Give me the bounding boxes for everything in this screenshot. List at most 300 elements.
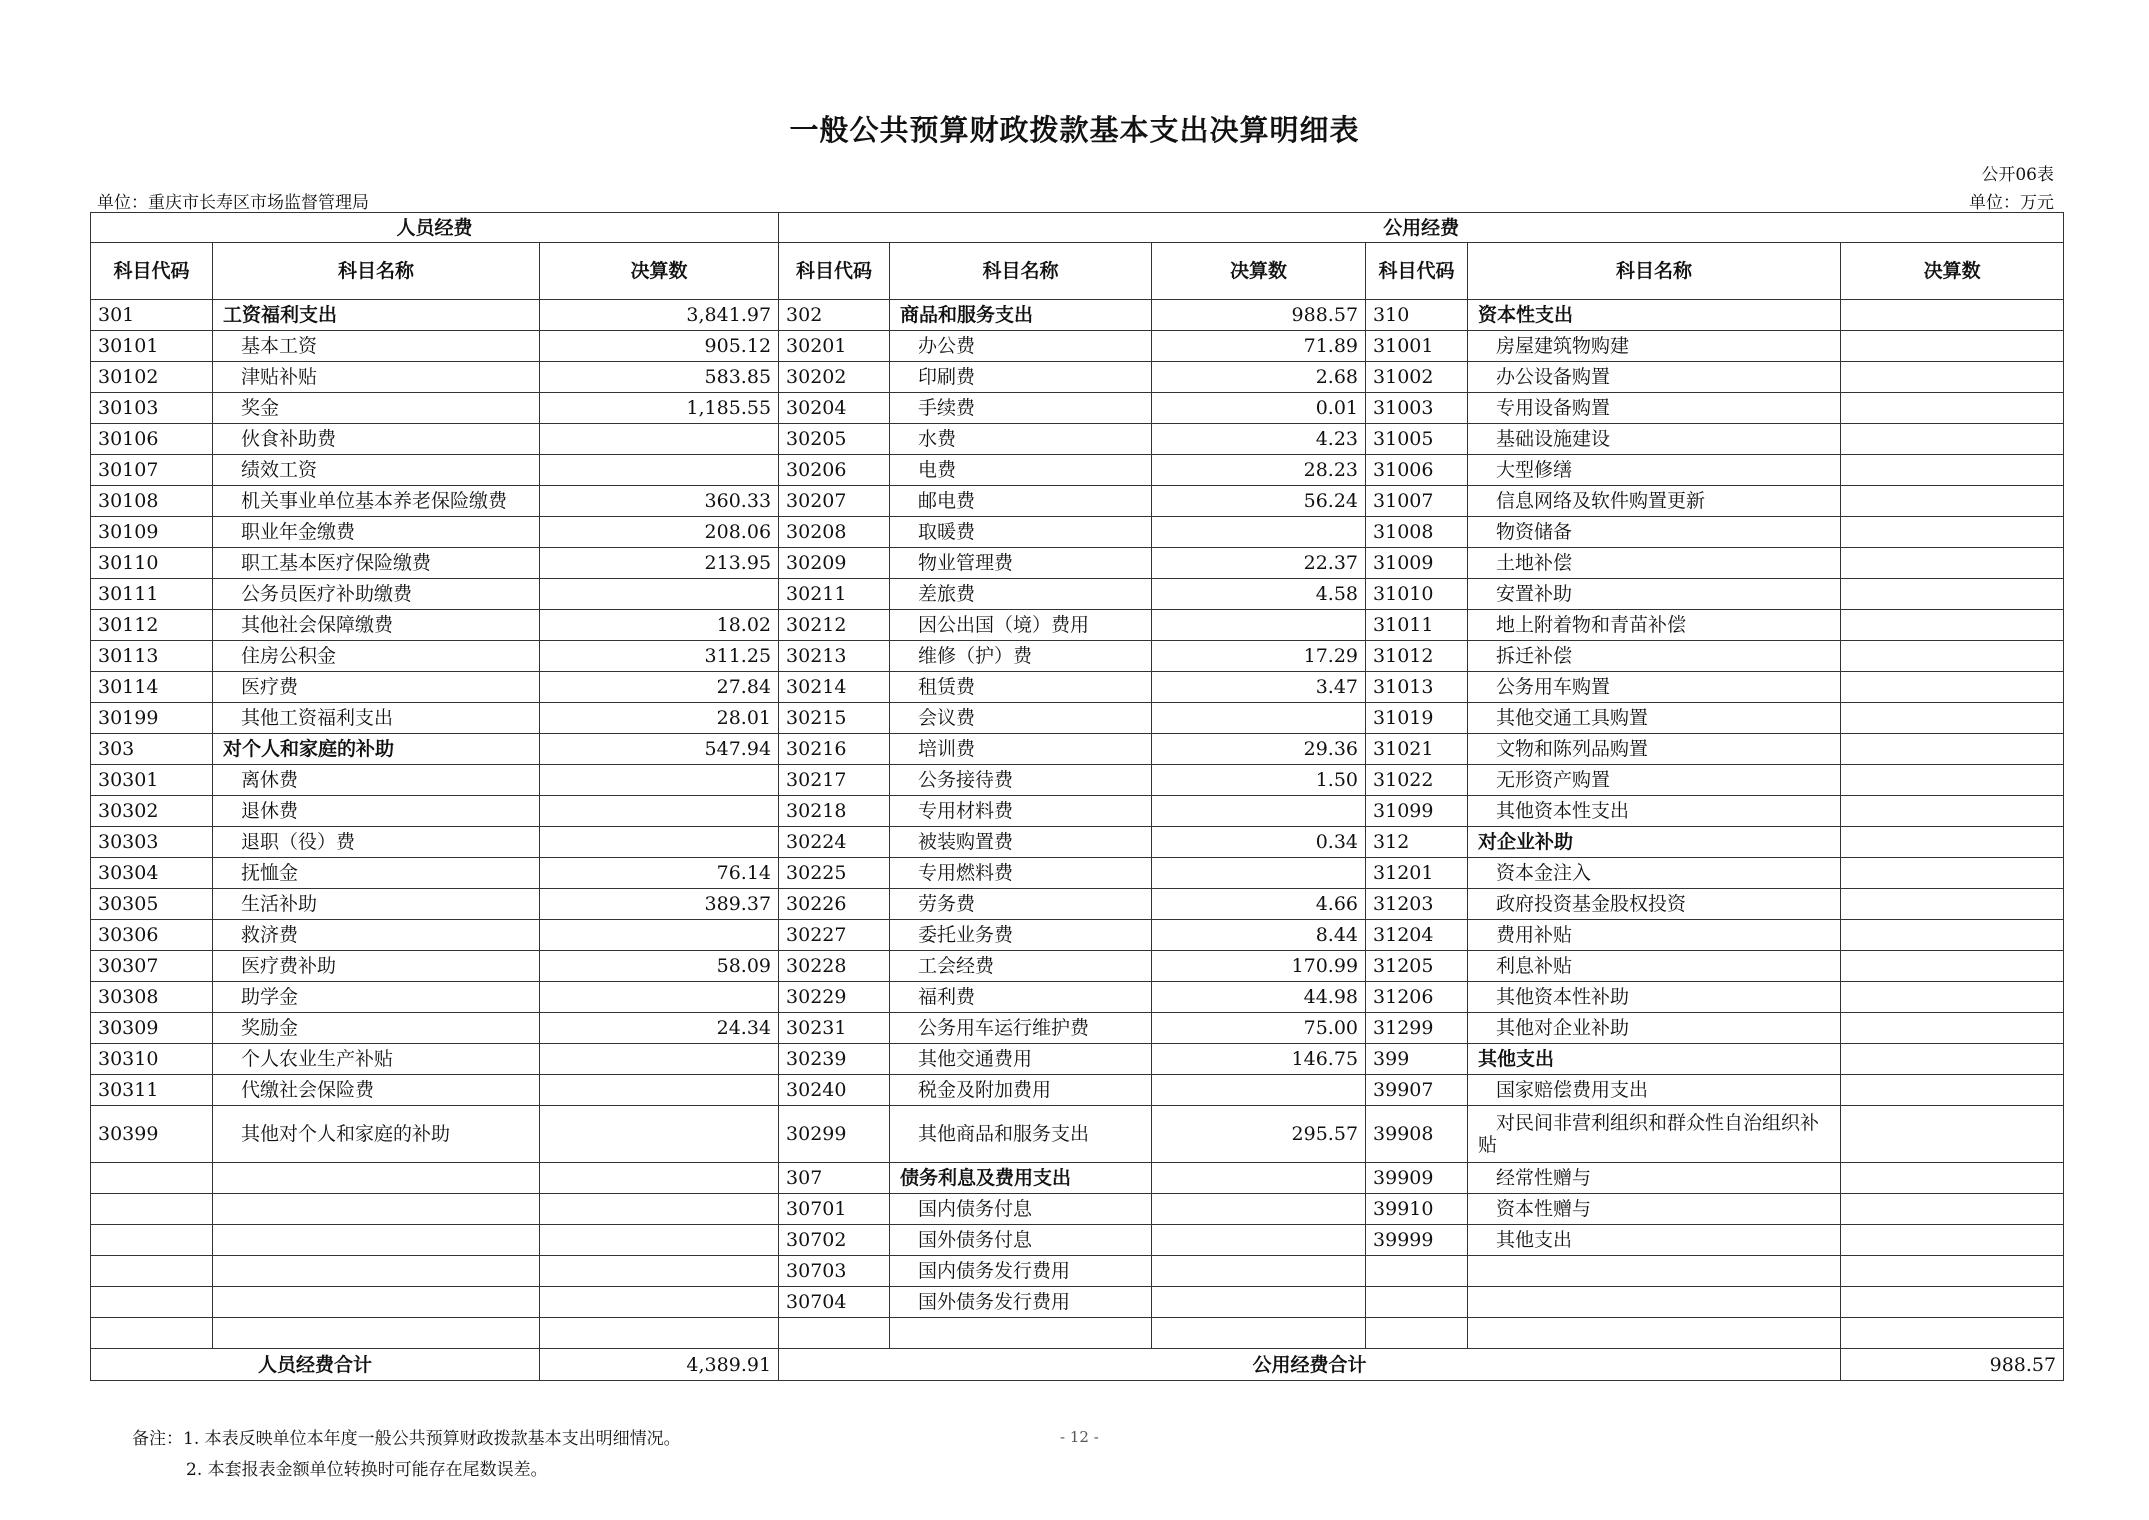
public-name: 债务利息及费用支出 bbox=[890, 1163, 1152, 1194]
column-header-row bbox=[91, 243, 2064, 300]
public-name: 取暖费 bbox=[890, 517, 1152, 548]
personnel-code: 30308 bbox=[91, 982, 213, 1013]
capital-name: 信息网络及软件购置更新 bbox=[1468, 486, 1841, 517]
table-row bbox=[91, 1287, 2064, 1318]
public-amount: 29.36 bbox=[1152, 734, 1366, 765]
capital-amount bbox=[1841, 486, 2064, 517]
public-code: 30702 bbox=[779, 1225, 890, 1256]
header-amount: 决算数 bbox=[1841, 243, 2064, 300]
personnel-name bbox=[213, 1194, 540, 1225]
public-code: 30228 bbox=[779, 951, 890, 982]
capital-code: 31007 bbox=[1366, 486, 1468, 517]
table-row bbox=[91, 393, 2064, 424]
table-row bbox=[91, 1044, 2064, 1075]
public-amount: 988.57 bbox=[1152, 300, 1366, 331]
capital-code: 31201 bbox=[1366, 858, 1468, 889]
public-name: 水费 bbox=[890, 424, 1152, 455]
capital-code: 39908 bbox=[1366, 1106, 1468, 1163]
public-code: 30227 bbox=[779, 920, 890, 951]
public-code: 30212 bbox=[779, 610, 890, 641]
personnel-name: 助学金 bbox=[213, 982, 540, 1013]
table-row bbox=[91, 424, 2064, 455]
public-total-value: 988.57 bbox=[1841, 1349, 2064, 1381]
capital-code: 31205 bbox=[1366, 951, 1468, 982]
personnel-name: 代缴社会保险费 bbox=[213, 1075, 540, 1106]
public-name: 劳务费 bbox=[890, 889, 1152, 920]
public-amount bbox=[1152, 1163, 1366, 1194]
capital-code: 31012 bbox=[1366, 641, 1468, 672]
capital-code: 31204 bbox=[1366, 920, 1468, 951]
public-name: 租赁费 bbox=[890, 672, 1152, 703]
public-amount bbox=[1152, 1194, 1366, 1225]
public-name: 差旅费 bbox=[890, 579, 1152, 610]
capital-code bbox=[1366, 1318, 1468, 1349]
personnel-name: 伙食补助费 bbox=[213, 424, 540, 455]
personnel-name: 职业年金缴费 bbox=[213, 517, 540, 548]
capital-code: 39909 bbox=[1366, 1163, 1468, 1194]
capital-code: 31299 bbox=[1366, 1013, 1468, 1044]
personnel-code bbox=[91, 1225, 213, 1256]
capital-amount bbox=[1841, 827, 2064, 858]
personnel-total-label: 人员经费合计 bbox=[91, 1349, 540, 1381]
personnel-amount bbox=[540, 765, 779, 796]
personnel-name: 职工基本医疗保险缴费 bbox=[213, 548, 540, 579]
personnel-amount bbox=[540, 1163, 779, 1194]
public-name: 工会经费 bbox=[890, 951, 1152, 982]
public-code: 30240 bbox=[779, 1075, 890, 1106]
public-amount bbox=[1152, 858, 1366, 889]
personnel-name: 工资福利支出 bbox=[213, 300, 540, 331]
personnel-amount: 208.06 bbox=[540, 517, 779, 548]
table-row bbox=[91, 889, 2064, 920]
capital-name: 无形资产购置 bbox=[1468, 765, 1841, 796]
personnel-name: 津贴补贴 bbox=[213, 362, 540, 393]
public-amount: 22.37 bbox=[1152, 548, 1366, 579]
public-name: 公务接待费 bbox=[890, 765, 1152, 796]
public-code: 30204 bbox=[779, 393, 890, 424]
capital-amount bbox=[1841, 920, 2064, 951]
public-name: 其他交通费用 bbox=[890, 1044, 1152, 1075]
capital-name: 拆迁补偿 bbox=[1468, 641, 1841, 672]
personnel-code bbox=[91, 1256, 213, 1287]
capital-name: 对民间非营利组织和群众性自治组织补贴 bbox=[1468, 1106, 1841, 1163]
capital-name: 土地补偿 bbox=[1468, 548, 1841, 579]
capital-amount bbox=[1841, 300, 2064, 331]
personnel-amount bbox=[540, 1044, 779, 1075]
personnel-amount bbox=[540, 1287, 779, 1318]
personnel-name: 医疗费 bbox=[213, 672, 540, 703]
capital-amount bbox=[1841, 672, 2064, 703]
personnel-code: 30103 bbox=[91, 393, 213, 424]
table-row bbox=[91, 1106, 2064, 1163]
public-code: 30207 bbox=[779, 486, 890, 517]
capital-code: 31002 bbox=[1366, 362, 1468, 393]
capital-amount bbox=[1841, 579, 2064, 610]
public-amount: 56.24 bbox=[1152, 486, 1366, 517]
personnel-code bbox=[91, 1194, 213, 1225]
personnel-code: 30303 bbox=[91, 827, 213, 858]
capital-amount bbox=[1841, 331, 2064, 362]
personnel-code bbox=[91, 1163, 213, 1194]
expenditure-table bbox=[90, 212, 2064, 1381]
capital-amount bbox=[1841, 858, 2064, 889]
personnel-name: 个人农业生产补贴 bbox=[213, 1044, 540, 1075]
section-public: 公用经费 bbox=[779, 213, 2064, 243]
capital-name: 经常性赠与 bbox=[1468, 1163, 1841, 1194]
remark-1: 备注：1. 本表反映单位本年度一般公共预算财政拨款基本支出明细情况。 bbox=[132, 1429, 681, 1449]
capital-amount bbox=[1841, 796, 2064, 827]
public-code: 30214 bbox=[779, 672, 890, 703]
table-row bbox=[91, 765, 2064, 796]
personnel-amount: 311.25 bbox=[540, 641, 779, 672]
personnel-name: 生活补助 bbox=[213, 889, 540, 920]
personnel-name: 离休费 bbox=[213, 765, 540, 796]
public-code: 30213 bbox=[779, 641, 890, 672]
capital-amount bbox=[1841, 951, 2064, 982]
personnel-code: 30399 bbox=[91, 1106, 213, 1163]
page-title: 一般公共预算财政拨款基本支出决算明细表 bbox=[789, 113, 1360, 147]
personnel-code: 30311 bbox=[91, 1075, 213, 1106]
table-row bbox=[91, 300, 2064, 331]
public-name: 商品和服务支出 bbox=[890, 300, 1152, 331]
public-code: 30225 bbox=[779, 858, 890, 889]
personnel-code: 30301 bbox=[91, 765, 213, 796]
capital-name: 安置补助 bbox=[1468, 579, 1841, 610]
personnel-code: 30309 bbox=[91, 1013, 213, 1044]
personnel-name: 公务员医疗补助缴费 bbox=[213, 579, 540, 610]
table-row bbox=[91, 610, 2064, 641]
table-row bbox=[91, 951, 2064, 982]
public-amount: 0.34 bbox=[1152, 827, 1366, 858]
public-amount: 17.29 bbox=[1152, 641, 1366, 672]
personnel-amount: 24.34 bbox=[540, 1013, 779, 1044]
table-row bbox=[91, 920, 2064, 951]
personnel-name: 其他社会保障缴费 bbox=[213, 610, 540, 641]
personnel-amount bbox=[540, 827, 779, 858]
public-code: 30704 bbox=[779, 1287, 890, 1318]
personnel-name: 对个人和家庭的补助 bbox=[213, 734, 540, 765]
currency-unit: 单位：万元 bbox=[1969, 193, 2054, 213]
personnel-name: 其他工资福利支出 bbox=[213, 703, 540, 734]
public-amount bbox=[1152, 1256, 1366, 1287]
public-name: 公务用车运行维护费 bbox=[890, 1013, 1152, 1044]
capital-amount bbox=[1841, 1075, 2064, 1106]
capital-name bbox=[1468, 1256, 1841, 1287]
public-amount: 75.00 bbox=[1152, 1013, 1366, 1044]
table-row bbox=[91, 1256, 2064, 1287]
public-amount bbox=[1152, 1225, 1366, 1256]
personnel-name: 其他对个人和家庭的补助 bbox=[213, 1106, 540, 1163]
personnel-amount: 583.85 bbox=[540, 362, 779, 393]
public-code: 30202 bbox=[779, 362, 890, 393]
capital-code: 31010 bbox=[1366, 579, 1468, 610]
personnel-amount: 76.14 bbox=[540, 858, 779, 889]
capital-code: 31006 bbox=[1366, 455, 1468, 486]
public-amount bbox=[1152, 610, 1366, 641]
capital-name: 国家赔偿费用支出 bbox=[1468, 1075, 1841, 1106]
capital-code: 31009 bbox=[1366, 548, 1468, 579]
header-code: 科目代码 bbox=[91, 243, 213, 300]
capital-code: 31001 bbox=[1366, 331, 1468, 362]
table-row bbox=[91, 827, 2064, 858]
personnel-name: 抚恤金 bbox=[213, 858, 540, 889]
capital-name: 政府投资基金股权投资 bbox=[1468, 889, 1841, 920]
public-code: 30215 bbox=[779, 703, 890, 734]
capital-name: 其他资本性补助 bbox=[1468, 982, 1841, 1013]
capital-name: 大型修缮 bbox=[1468, 455, 1841, 486]
personnel-amount bbox=[540, 1256, 779, 1287]
public-name: 邮电费 bbox=[890, 486, 1152, 517]
personnel-code: 30114 bbox=[91, 672, 213, 703]
public-code: 30201 bbox=[779, 331, 890, 362]
personnel-amount: 3,841.97 bbox=[540, 300, 779, 331]
public-name: 国外债务付息 bbox=[890, 1225, 1152, 1256]
public-name: 其他商品和服务支出 bbox=[890, 1106, 1152, 1163]
capital-code bbox=[1366, 1256, 1468, 1287]
public-code: 30703 bbox=[779, 1256, 890, 1287]
capital-name: 其他资本性支出 bbox=[1468, 796, 1841, 827]
header-name: 科目名称 bbox=[1468, 243, 1841, 300]
personnel-name: 绩效工资 bbox=[213, 455, 540, 486]
personnel-amount bbox=[540, 1075, 779, 1106]
capital-name: 其他对企业补助 bbox=[1468, 1013, 1841, 1044]
personnel-code: 30110 bbox=[91, 548, 213, 579]
personnel-code: 30107 bbox=[91, 455, 213, 486]
personnel-name bbox=[213, 1318, 540, 1349]
personnel-amount: 18.02 bbox=[540, 610, 779, 641]
public-code: 30231 bbox=[779, 1013, 890, 1044]
personnel-amount: 213.95 bbox=[540, 548, 779, 579]
public-code: 30239 bbox=[779, 1044, 890, 1075]
public-name: 因公出国（境）费用 bbox=[890, 610, 1152, 641]
public-amount bbox=[1152, 703, 1366, 734]
table-row bbox=[91, 331, 2064, 362]
personnel-code: 30108 bbox=[91, 486, 213, 517]
public-name: 印刷费 bbox=[890, 362, 1152, 393]
capital-amount bbox=[1841, 889, 2064, 920]
personnel-amount bbox=[540, 579, 779, 610]
capital-name: 费用补贴 bbox=[1468, 920, 1841, 951]
public-code: 30217 bbox=[779, 765, 890, 796]
capital-amount bbox=[1841, 1194, 2064, 1225]
capital-amount bbox=[1841, 734, 2064, 765]
personnel-code bbox=[91, 1318, 213, 1349]
capital-name: 资本性赠与 bbox=[1468, 1194, 1841, 1225]
capital-amount bbox=[1841, 765, 2064, 796]
public-code: 30299 bbox=[779, 1106, 890, 1163]
table-row bbox=[91, 517, 2064, 548]
personnel-code: 30102 bbox=[91, 362, 213, 393]
personnel-amount: 389.37 bbox=[540, 889, 779, 920]
personnel-name: 医疗费补助 bbox=[213, 951, 540, 982]
personnel-name bbox=[213, 1225, 540, 1256]
personnel-amount bbox=[540, 982, 779, 1013]
table-row bbox=[91, 486, 2064, 517]
capital-code: 39910 bbox=[1366, 1194, 1468, 1225]
capital-code: 31005 bbox=[1366, 424, 1468, 455]
personnel-name: 奖金 bbox=[213, 393, 540, 424]
public-name: 培训费 bbox=[890, 734, 1152, 765]
capital-code: 31003 bbox=[1366, 393, 1468, 424]
capital-amount bbox=[1841, 982, 2064, 1013]
public-amount: 4.23 bbox=[1152, 424, 1366, 455]
capital-code bbox=[1366, 1287, 1468, 1318]
capital-amount bbox=[1841, 455, 2064, 486]
public-amount bbox=[1152, 1318, 1366, 1349]
personnel-code: 30111 bbox=[91, 579, 213, 610]
capital-name: 办公设备购置 bbox=[1468, 362, 1841, 393]
capital-name: 公务用车购置 bbox=[1468, 672, 1841, 703]
personnel-code: 30199 bbox=[91, 703, 213, 734]
capital-name: 其他交通工具购置 bbox=[1468, 703, 1841, 734]
personnel-name: 基本工资 bbox=[213, 331, 540, 362]
capital-name: 基础设施建设 bbox=[1468, 424, 1841, 455]
public-code bbox=[779, 1318, 890, 1349]
capital-code: 31203 bbox=[1366, 889, 1468, 920]
public-total-label: 公用经费合计 bbox=[779, 1349, 1841, 1381]
section-header-row bbox=[91, 213, 2064, 243]
public-name: 会议费 bbox=[890, 703, 1152, 734]
capital-amount bbox=[1841, 703, 2064, 734]
personnel-amount bbox=[540, 1106, 779, 1163]
personnel-code: 303 bbox=[91, 734, 213, 765]
personnel-code: 301 bbox=[91, 300, 213, 331]
capital-code: 31022 bbox=[1366, 765, 1468, 796]
capital-amount bbox=[1841, 641, 2064, 672]
public-code: 30206 bbox=[779, 455, 890, 486]
public-code: 30226 bbox=[779, 889, 890, 920]
public-code: 30218 bbox=[779, 796, 890, 827]
personnel-amount bbox=[540, 1194, 779, 1225]
personnel-code bbox=[91, 1287, 213, 1318]
public-amount: 4.58 bbox=[1152, 579, 1366, 610]
public-name: 国内债务付息 bbox=[890, 1194, 1152, 1225]
table-row bbox=[91, 1075, 2064, 1106]
personnel-amount: 27.84 bbox=[540, 672, 779, 703]
public-amount: 1.50 bbox=[1152, 765, 1366, 796]
form-number: 公开06表 bbox=[1981, 165, 2054, 185]
capital-name: 房屋建筑物购建 bbox=[1468, 331, 1841, 362]
capital-amount bbox=[1841, 517, 2064, 548]
public-name: 手续费 bbox=[890, 393, 1152, 424]
personnel-amount: 28.01 bbox=[540, 703, 779, 734]
capital-amount bbox=[1841, 1163, 2064, 1194]
personnel-amount bbox=[540, 1225, 779, 1256]
public-code: 30224 bbox=[779, 827, 890, 858]
public-code: 30209 bbox=[779, 548, 890, 579]
personnel-amount bbox=[540, 1318, 779, 1349]
personnel-code: 30106 bbox=[91, 424, 213, 455]
personnel-amount bbox=[540, 796, 779, 827]
header-code: 科目代码 bbox=[1366, 243, 1468, 300]
public-amount: 28.23 bbox=[1152, 455, 1366, 486]
header-amount: 决算数 bbox=[1152, 243, 1366, 300]
public-name: 办公费 bbox=[890, 331, 1152, 362]
public-amount bbox=[1152, 517, 1366, 548]
capital-name: 其他支出 bbox=[1468, 1044, 1841, 1075]
personnel-amount: 905.12 bbox=[540, 331, 779, 362]
capital-name bbox=[1468, 1318, 1841, 1349]
personnel-code: 30305 bbox=[91, 889, 213, 920]
personnel-name: 住房公积金 bbox=[213, 641, 540, 672]
public-name: 国外债务发行费用 bbox=[890, 1287, 1152, 1318]
public-amount: 44.98 bbox=[1152, 982, 1366, 1013]
table-row bbox=[91, 796, 2064, 827]
personnel-code: 30306 bbox=[91, 920, 213, 951]
public-name: 国内债务发行费用 bbox=[890, 1256, 1152, 1287]
reporting-unit: 单位：重庆市长寿区市场监督管理局 bbox=[97, 193, 369, 213]
capital-amount bbox=[1841, 1225, 2064, 1256]
public-name: 维修（护）费 bbox=[890, 641, 1152, 672]
personnel-total-value: 4,389.91 bbox=[540, 1349, 779, 1381]
capital-name: 地上附着物和青苗补偿 bbox=[1468, 610, 1841, 641]
public-amount: 2.68 bbox=[1152, 362, 1366, 393]
capital-amount bbox=[1841, 610, 2064, 641]
capital-amount bbox=[1841, 393, 2064, 424]
public-name: 被装购置费 bbox=[890, 827, 1152, 858]
personnel-name bbox=[213, 1163, 540, 1194]
public-code: 302 bbox=[779, 300, 890, 331]
remarks bbox=[132, 1424, 681, 1486]
personnel-name: 退职（役）费 bbox=[213, 827, 540, 858]
table-row bbox=[91, 982, 2064, 1013]
capital-amount bbox=[1841, 1013, 2064, 1044]
header-name: 科目名称 bbox=[213, 243, 540, 300]
capital-name: 文物和陈列品购置 bbox=[1468, 734, 1841, 765]
public-code: 307 bbox=[779, 1163, 890, 1194]
capital-amount bbox=[1841, 1256, 2064, 1287]
personnel-code: 30310 bbox=[91, 1044, 213, 1075]
personnel-code: 30109 bbox=[91, 517, 213, 548]
public-name: 福利费 bbox=[890, 982, 1152, 1013]
personnel-amount: 547.94 bbox=[540, 734, 779, 765]
public-code: 30216 bbox=[779, 734, 890, 765]
public-amount: 4.66 bbox=[1152, 889, 1366, 920]
personnel-code: 30112 bbox=[91, 610, 213, 641]
capital-name: 资本金注入 bbox=[1468, 858, 1841, 889]
public-amount: 0.01 bbox=[1152, 393, 1366, 424]
table-row bbox=[91, 641, 2064, 672]
capital-name: 资本性支出 bbox=[1468, 300, 1841, 331]
personnel-code: 30307 bbox=[91, 951, 213, 982]
public-amount: 8.44 bbox=[1152, 920, 1366, 951]
public-code: 30208 bbox=[779, 517, 890, 548]
personnel-code: 30101 bbox=[91, 331, 213, 362]
public-amount: 71.89 bbox=[1152, 331, 1366, 362]
table-row bbox=[91, 1225, 2064, 1256]
personnel-name bbox=[213, 1287, 540, 1318]
public-name: 委托业务费 bbox=[890, 920, 1152, 951]
personnel-name: 奖励金 bbox=[213, 1013, 540, 1044]
totals-row bbox=[91, 1349, 2064, 1381]
personnel-name: 机关事业单位基本养老保险缴费 bbox=[213, 486, 540, 517]
public-amount bbox=[1152, 1075, 1366, 1106]
capital-code: 31206 bbox=[1366, 982, 1468, 1013]
personnel-amount: 360.33 bbox=[540, 486, 779, 517]
public-amount: 295.57 bbox=[1152, 1106, 1366, 1163]
personnel-name: 救济费 bbox=[213, 920, 540, 951]
capital-code: 31099 bbox=[1366, 796, 1468, 827]
public-amount bbox=[1152, 796, 1366, 827]
page-number: - 12 - bbox=[1060, 1428, 1099, 1446]
table-row bbox=[91, 858, 2064, 889]
capital-code: 312 bbox=[1366, 827, 1468, 858]
capital-amount bbox=[1841, 1106, 2064, 1163]
capital-amount bbox=[1841, 424, 2064, 455]
capital-name: 对企业补助 bbox=[1468, 827, 1841, 858]
personnel-code: 30113 bbox=[91, 641, 213, 672]
capital-code: 31008 bbox=[1366, 517, 1468, 548]
